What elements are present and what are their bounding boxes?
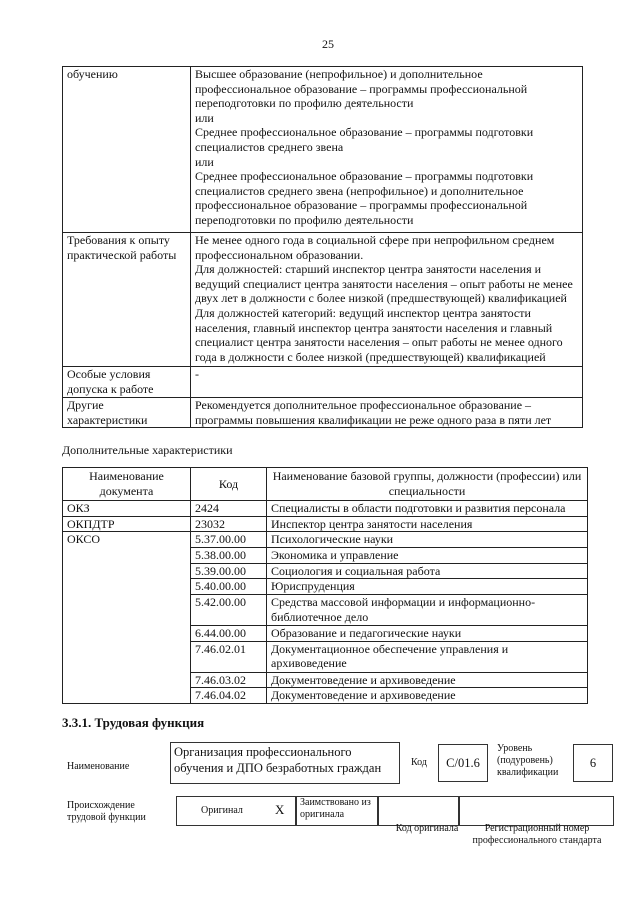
- text-line: профессиональное образование – программы профессиональной: [195, 81, 528, 96]
- text-line: -: [195, 367, 199, 381]
- name-cell: Средства массовой информации и информационно-библиотечное дело: [267, 595, 588, 625]
- code-cell: 6.44.00.00: [191, 625, 267, 641]
- original-label: Оригинал: [201, 805, 243, 816]
- code-cell: 7.46.03.02: [191, 672, 267, 688]
- name-cell: Документоведение и архивоведение: [267, 688, 588, 704]
- classification-table: [62, 467, 588, 704]
- text-line: специалистов среднего звена (непрофильное) и дополнительное: [195, 183, 524, 198]
- name-label: Наименование: [67, 761, 130, 772]
- doc-cell: ОКЗ: [63, 501, 191, 517]
- text-line: Среднее профессиональное образование – программы подготовки: [195, 125, 534, 140]
- name-cell: Юриспруденция: [267, 579, 588, 595]
- code-cell: 5.38.00.00: [191, 547, 267, 563]
- text-line: профессиональном образовании.: [195, 247, 364, 262]
- row-value: [191, 398, 583, 428]
- text-line: населения, главный инспектор центра занятости населения и главный: [195, 320, 553, 335]
- name-cell: Образование и педагогические науки: [267, 625, 588, 641]
- text-line: Высшее образование (непрофильное) и дополнительное: [195, 67, 483, 81]
- table-row: [63, 233, 583, 367]
- text-line: или: [195, 154, 214, 169]
- reg-number-box: [458, 796, 614, 826]
- text-line: программы повышения квалификации не реже одного раза в пяти лет: [195, 412, 552, 427]
- row-label: обучению: [63, 67, 191, 233]
- code-cell: 7.46.02.01: [191, 641, 267, 672]
- function-heading: 3.3.1. Трудовая функция: [62, 715, 205, 730]
- borrowed-box: Заимствовано из оригинала: [295, 796, 379, 826]
- text-line: Для должностей категорий: ведущий инспектор центра занятости: [195, 305, 531, 320]
- code-cell: 7.46.04.02: [191, 688, 267, 704]
- row-label: Особые условия допуска к работе: [63, 367, 191, 398]
- page-number: 25: [322, 37, 334, 51]
- name-cell: Инспектор центра занятости населения: [267, 516, 588, 532]
- code-cell: 23032: [191, 516, 267, 532]
- text-line: Среднее профессиональное образование – программы подготовки: [195, 169, 534, 184]
- text-line: переподготовки по профилю деятельности: [195, 96, 414, 111]
- table-row: [63, 398, 583, 428]
- text-line: специалист центра занятости населения – опыт работы не менее одного: [195, 335, 563, 350]
- code-label: Код: [411, 757, 427, 768]
- row-value: [191, 67, 583, 233]
- text-line: ведущий специалист центра занятости населения – опыт работы не менее: [195, 276, 573, 291]
- name-cell: Психологические науки: [267, 532, 588, 548]
- code-cell: 5.42.00.00: [191, 595, 267, 625]
- original-mark: X: [275, 802, 285, 817]
- code-cell: 5.40.00.00: [191, 579, 267, 595]
- name-cell: Специалисты в области подготовки и развития персонала: [267, 501, 588, 517]
- row-label: Требования к опыту практической работы: [63, 233, 191, 367]
- name-cell: Документоведение и архивоведение: [267, 672, 588, 688]
- code-cell: 5.39.00.00: [191, 563, 267, 579]
- name-cell: Документационное обеспечение управления и архивоведение: [267, 641, 588, 672]
- name-cell: Социология и социальная работа: [267, 563, 588, 579]
- name-cell: Экономика и управление: [267, 547, 588, 563]
- requirements-table: [62, 66, 583, 428]
- function-name-box: Организация профессионального обучения и ДПО безработных граждан: [170, 742, 400, 784]
- table-row: [63, 67, 583, 233]
- table-row: [63, 516, 588, 532]
- text-line: профессиональное образование – программы профессиональной: [195, 198, 528, 213]
- original-box: [176, 796, 297, 826]
- column-header: Наименование документа: [63, 468, 191, 501]
- text-line: двух лет в должности с более низкой (предшествующей) квалификацией: [195, 291, 567, 306]
- text-line: или: [195, 110, 214, 125]
- column-header: Наименование базовой группы, должности (профессии) или специальности: [267, 468, 588, 501]
- row-value: [191, 367, 583, 398]
- level-value-box: 6: [573, 744, 613, 782]
- reg-number-label: Регистрационный номер профессионального стандарта: [472, 823, 602, 846]
- text-line: специалистов среднего звена: [195, 139, 344, 154]
- origin-label: Происхождение трудовой функции: [67, 800, 146, 823]
- table-row: [63, 367, 583, 398]
- code-cell: 2424: [191, 501, 267, 517]
- original-code-label: Код оригинала: [395, 823, 459, 834]
- row-value: [191, 233, 583, 367]
- doc-cell: ОКПДТР: [63, 516, 191, 532]
- text-line: года в должности с более низкой (предшествующей) квалификацией: [195, 349, 546, 364]
- text-line: переподготовки по профилю деятельности: [195, 212, 414, 227]
- table-row: [63, 501, 588, 517]
- original-code-box: [377, 796, 460, 826]
- text-line: Не менее одного года в социальной сфере при непрофильном среднем: [195, 233, 555, 247]
- doc-cell: ОКСО: [63, 532, 191, 704]
- level-label: Уровень (подуровень) квалификации: [497, 743, 559, 778]
- section-subtitle: Дополнительные характеристики: [62, 443, 233, 457]
- row-label: Другие характеристики: [63, 398, 191, 428]
- table-header-row: [63, 468, 588, 501]
- code-cell: 5.37.00.00: [191, 532, 267, 548]
- text-line: Для должностей: старший инспектор центра занятости населения и: [195, 262, 542, 277]
- column-header: Код: [191, 468, 267, 501]
- text-line: Рекомендуется дополнительное профессиональное образование –: [195, 398, 532, 412]
- table-row: [63, 532, 588, 548]
- function-code-box: C/01.6: [438, 744, 488, 782]
